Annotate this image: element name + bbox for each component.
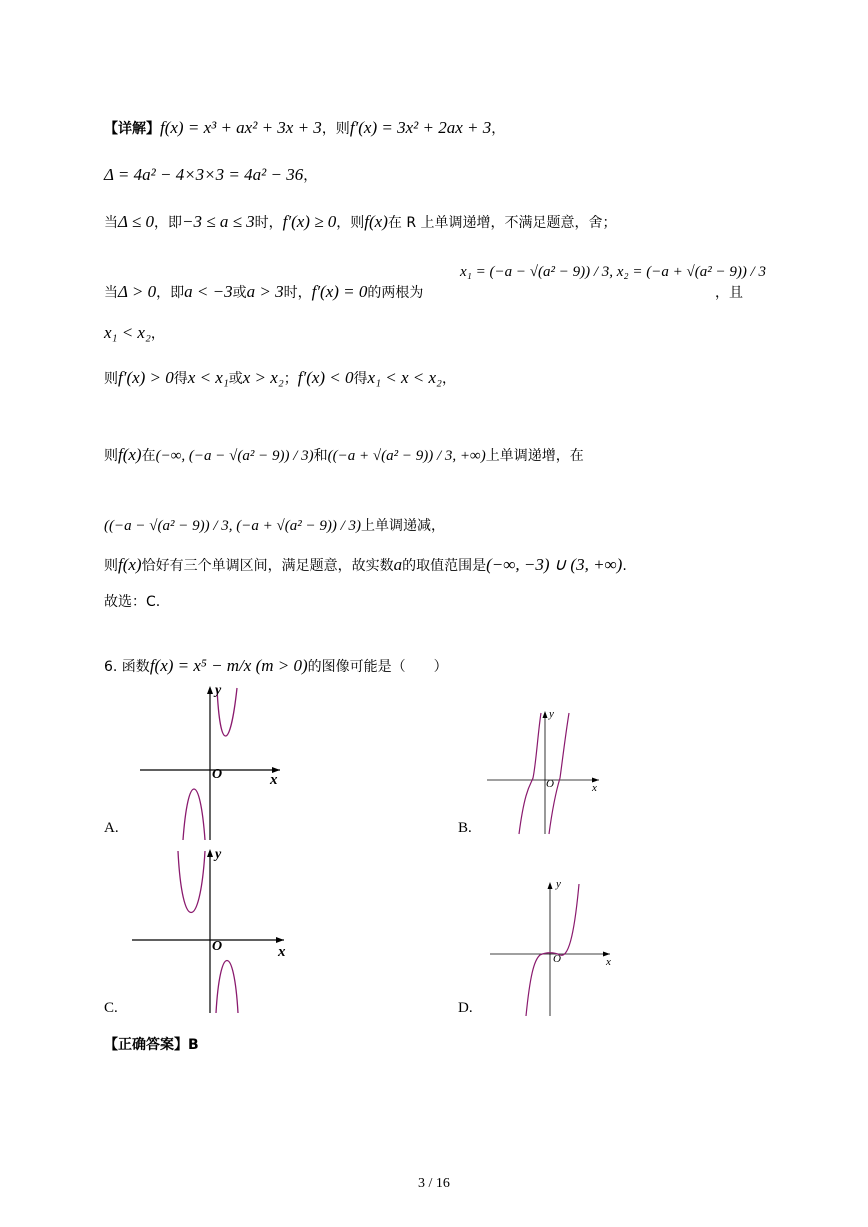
text: 和 — [313, 448, 328, 464]
solution-line-6 — [104, 368, 456, 389]
solution-line-7 — [104, 445, 584, 466]
math: f(x) — [364, 212, 388, 231]
roots-formula — [460, 262, 766, 283]
option-c-label: C. — [104, 1000, 118, 1016]
axis-x-label: x — [278, 944, 286, 960]
discriminant: Δ = 4a² − 4×3×3 = 4a² − 36 — [104, 165, 304, 184]
math: ((−a + √(a² − 9)) / 3, +∞) — [327, 448, 486, 464]
text: ，则 — [336, 215, 365, 231]
text: ， — [150, 326, 165, 342]
solution-line-2 — [104, 165, 317, 186]
math: x₁ < x < x₂ — [367, 368, 442, 387]
text: ，即 — [156, 285, 185, 301]
option-b-label: B. — [458, 820, 472, 836]
solution-line-5 — [104, 323, 165, 344]
solution-line-1 — [104, 118, 505, 139]
text: ， — [491, 121, 506, 137]
function-def: f(x) = x³ + ax² + 3x + 3 — [160, 118, 322, 137]
solution-line-10 — [104, 591, 160, 612]
derivative-def: f′(x) = 3x² + 2ax + 3 — [349, 118, 492, 137]
page-number: 3 / 16 — [418, 1176, 450, 1191]
math: x > x₂ — [242, 368, 284, 387]
text: 在 — [141, 448, 156, 464]
origin-label: O — [212, 767, 223, 782]
solution-line-8 — [104, 515, 445, 536]
math: f(x) — [118, 555, 142, 574]
text: 或 — [232, 285, 247, 301]
math: −3 ≤ a ≤ 3 — [182, 212, 255, 231]
axis-y-label: y — [215, 683, 222, 698]
math: f′(x) = 0 — [311, 282, 368, 301]
text: ，且 — [715, 285, 743, 301]
text: 在 R 上单调递增，不满足题意，舍； — [387, 215, 617, 231]
text: 当 — [104, 215, 118, 231]
text: 得 — [353, 371, 368, 387]
correct-answer: 【正确答案】B — [104, 1037, 199, 1053]
text: 时， — [283, 285, 312, 301]
math: ((−a − √(a² − 9)) / 3, (−a + √(a² − 9)) / 3) — [104, 518, 361, 534]
math: a — [393, 555, 403, 574]
text: ， — [303, 168, 318, 184]
solution-line-4 — [104, 282, 423, 303]
math: x < x₁ — [187, 368, 229, 387]
question-text: 的图像可能是（ ） — [307, 659, 448, 675]
text: ， — [441, 371, 456, 387]
math: Δ > 0 — [118, 282, 157, 301]
math: a < −3 — [184, 282, 233, 301]
axis-y-label: y — [215, 847, 222, 862]
math: Δ ≤ 0 — [118, 212, 155, 231]
roots: x₁ = (−a − √(a² − 9)) / 3, x₂ = (−a + √(a² − 9)) / 3 — [460, 264, 766, 280]
axis-x-label: x — [270, 772, 278, 788]
origin-label: O — [553, 953, 561, 965]
axis-x-label: x — [592, 782, 597, 794]
text: 当 — [104, 285, 118, 301]
text: 的两根为 — [367, 285, 424, 301]
math: f(x) — [118, 445, 142, 464]
text: 上单调递增，在 — [485, 448, 584, 464]
axis-x-label: x — [606, 956, 611, 968]
text: 的取值范围是 — [402, 558, 487, 574]
solution-line-3 — [104, 212, 617, 233]
text: ； — [283, 371, 298, 387]
text: 或 — [228, 371, 243, 387]
math: f′(x) < 0 — [297, 368, 354, 387]
option-a-label: A. — [104, 820, 119, 836]
graph-b — [485, 708, 605, 836]
math: f′(x) ≥ 0 — [282, 212, 337, 231]
axis-y-label: y — [556, 878, 561, 890]
text: 则 — [104, 371, 118, 387]
detail-tag: 【详解】 — [104, 121, 160, 137]
question-6 — [104, 656, 448, 677]
text: ，则 — [321, 121, 350, 137]
text: 则 — [104, 558, 118, 574]
axis-y-label: y — [549, 708, 554, 720]
graph-a — [130, 682, 290, 842]
math: x₁ < x₂ — [104, 323, 151, 342]
option-d-label: D. — [458, 1000, 473, 1016]
solution-line-9 — [104, 555, 627, 576]
origin-label: O — [546, 778, 554, 790]
text: 上单调递减， — [360, 518, 445, 534]
text: . — [622, 558, 627, 574]
graph-c — [128, 845, 288, 1015]
question-number: 6. 函数 — [104, 659, 150, 675]
text: ，即 — [154, 215, 183, 231]
math: (−∞, −3) ∪ (3, +∞) — [486, 555, 623, 574]
text: 则 — [104, 448, 118, 464]
math: f′(x) > 0 — [118, 368, 174, 387]
math: (−∞, (−a − √(a² − 9)) / 3) — [155, 448, 314, 464]
text: 得 — [173, 371, 188, 387]
text: 恰好有三个单调区间，满足题意，故实数 — [141, 558, 394, 574]
text: 故选：C. — [104, 594, 161, 610]
text: 时， — [254, 215, 283, 231]
origin-label: O — [212, 939, 223, 954]
math: a > 3 — [246, 282, 284, 301]
graph-d — [488, 878, 616, 1018]
question-function: f(x) = x⁵ − m/x (m > 0) — [149, 656, 308, 675]
solution-line-4-end — [715, 282, 743, 303]
